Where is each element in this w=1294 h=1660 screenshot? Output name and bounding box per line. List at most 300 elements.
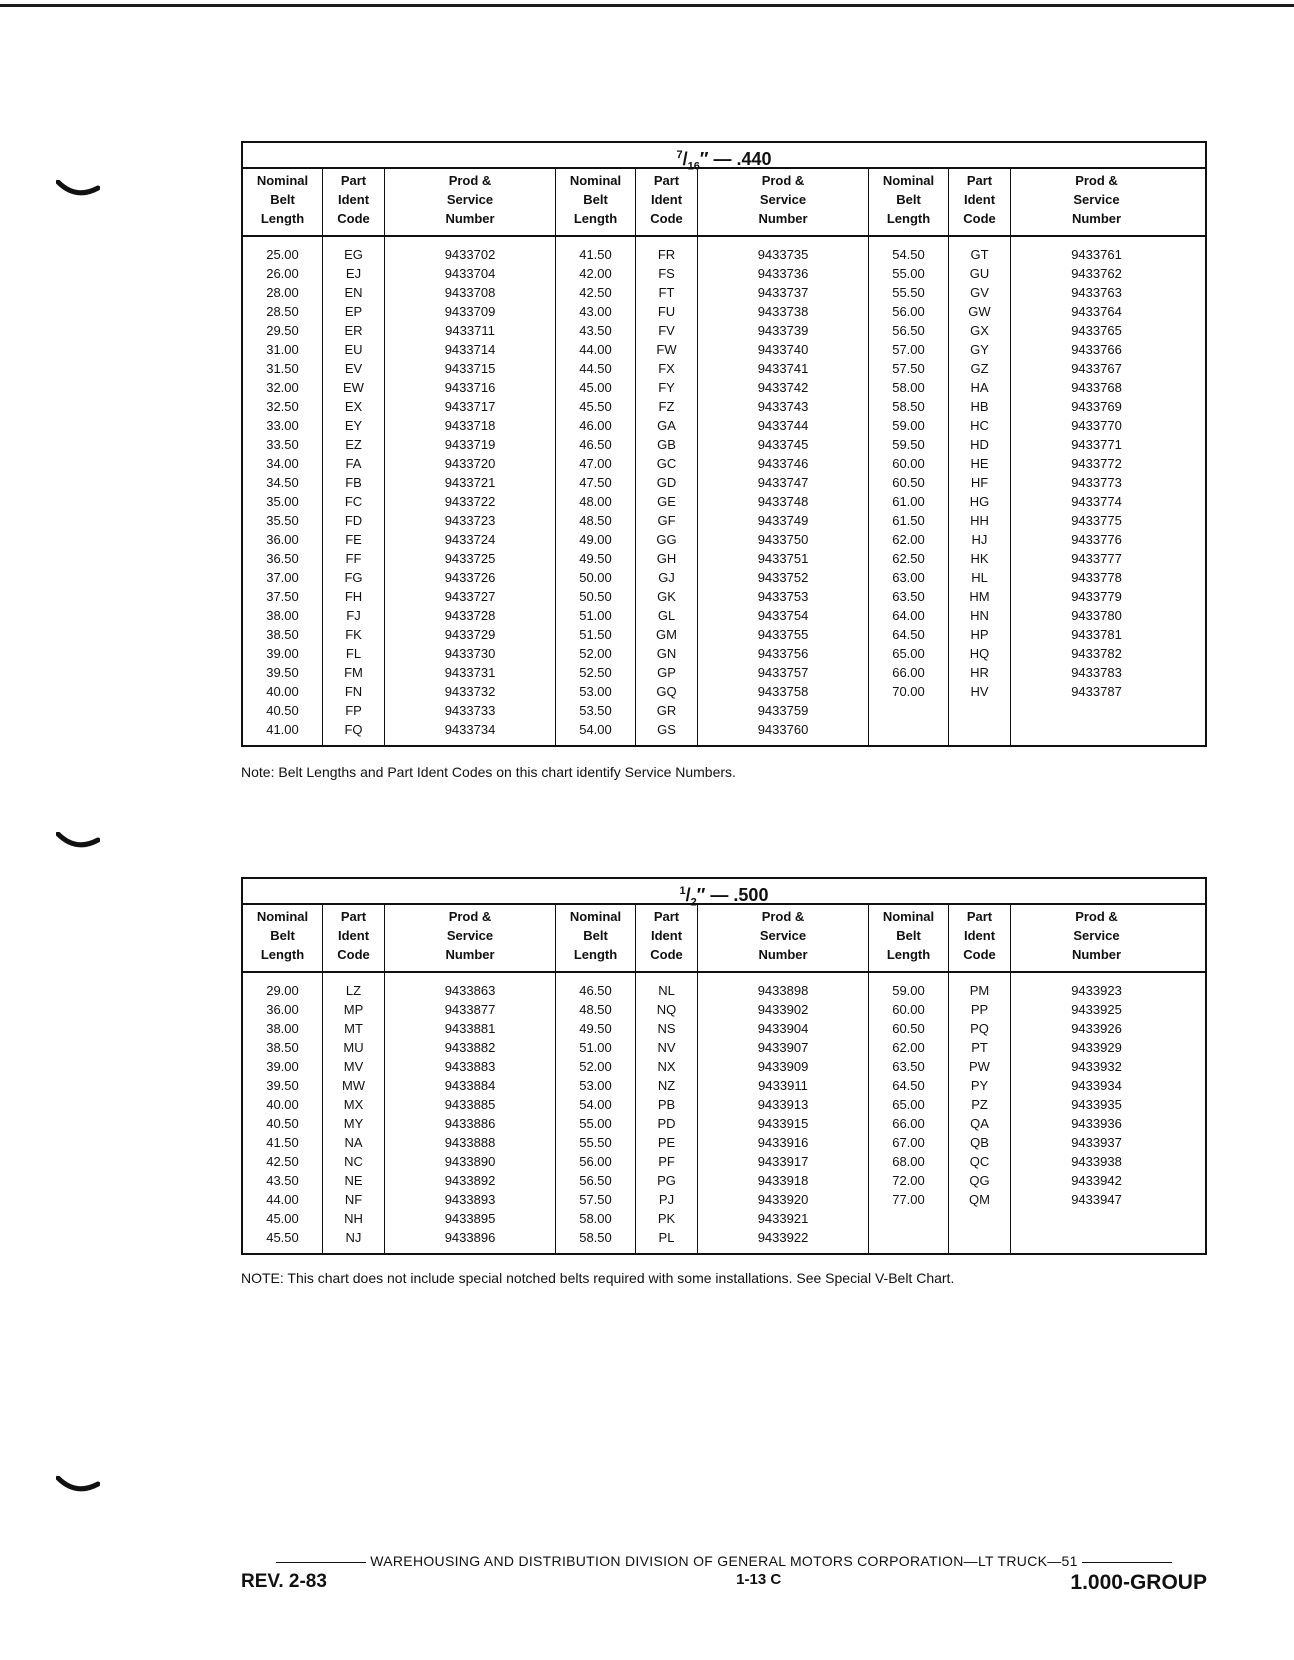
prod-service-number-cell: 9433737: [757, 285, 809, 300]
nominal-belt-length-cell: 41.50: [579, 247, 612, 262]
part-ident-code-cell: FZ: [658, 399, 675, 414]
nominal-belt-length-cell: 63.00: [892, 570, 925, 585]
revision-label: REV. 2-83: [241, 1571, 327, 1592]
header-label: Code: [337, 211, 370, 226]
header-label: Ident: [337, 192, 370, 207]
header-label: Code: [650, 211, 683, 226]
part-ident-code-cell: PP: [970, 1002, 989, 1017]
nominal-belt-length-cell: 54.50: [892, 247, 925, 262]
part-ident-code-cell: FH: [344, 589, 363, 604]
prod-service-number-cell: [1011, 701, 1182, 720]
header-label: Belt: [896, 928, 921, 943]
header-label: Prod &: [448, 173, 492, 188]
part-ident-code-cell: MX: [343, 1097, 364, 1112]
nominal-belt-length-cell: 50.50: [579, 589, 612, 604]
nominal-belt-length-cell: 53.00: [579, 1078, 612, 1093]
prod-service-number-cell: 9433740: [757, 342, 809, 357]
prod-service-number-cell: 9433770: [1071, 418, 1122, 433]
part-ident-code-cell: GN: [656, 646, 677, 661]
nominal-belt-length-cell: 38.50: [266, 627, 299, 642]
nominal-belt-length-column: [556, 237, 636, 745]
part-ident-code-cell: [949, 701, 1010, 720]
nominal-belt-length-cell: 57.50: [579, 1192, 612, 1207]
header-label: Ident: [963, 192, 996, 207]
nominal-belt-length-cell: 51.00: [579, 1040, 612, 1055]
nominal-belt-length-cell: 43.50: [266, 1173, 299, 1188]
part-ident-code-cell: NX: [657, 1059, 676, 1074]
prod-service-number-cell: 9433732: [444, 684, 496, 699]
chart-title: $^1/_2''$ — .500: [243, 879, 1205, 905]
nominal-belt-length-cell: 55.00: [579, 1116, 612, 1131]
prod-service-number-cell: 9433863: [444, 983, 496, 998]
nominal-belt-length-cell: 42.00: [579, 266, 612, 281]
nominal-belt-length-cell: 43.50: [579, 323, 612, 338]
part-ident-code-cell: GG: [656, 532, 677, 547]
header-label: Belt: [583, 192, 608, 207]
nominal-belt-length-cell: 64.50: [892, 1078, 925, 1093]
nominal-belt-length-cell: 39.00: [266, 1059, 299, 1074]
chart-grid: [243, 905, 1205, 1253]
prod-service-number-cell: 9433717: [444, 399, 496, 414]
part-ident-code-cell: [949, 1209, 1010, 1228]
header-label: Service: [1073, 192, 1120, 207]
prod-service-number-cell: 9433888: [444, 1135, 496, 1150]
prod-service-number-cell: 9433881: [444, 1021, 496, 1036]
nominal-belt-length-cell: 34.50: [266, 475, 299, 490]
part-ident-code-cell: NH: [344, 1211, 363, 1226]
prod-service-number-cell: [1011, 1209, 1182, 1228]
header-label: Prod &: [1075, 909, 1118, 924]
part-ident-code-cell: FX: [658, 361, 675, 376]
nominal-belt-length-cell: 39.50: [266, 665, 299, 680]
header-label: Code: [337, 947, 370, 962]
header-label: Part: [966, 173, 993, 188]
header-label: Prod &: [448, 909, 492, 924]
part-ident-code-cell: FJ: [346, 608, 361, 623]
prod-service-number-cell: 9433936: [1071, 1116, 1122, 1131]
header-label: Part: [653, 173, 680, 188]
prod-service-number-cell: 9433726: [444, 570, 496, 585]
nominal-belt-length-header: [243, 905, 323, 971]
nominal-belt-length-cell: 48.50: [579, 513, 612, 528]
prod-service-number-cell: 9433725: [444, 551, 496, 566]
nominal-belt-length-header: [243, 169, 323, 235]
nominal-belt-length-cell: 44.00: [266, 1192, 299, 1207]
part-ident-code-cell: MY: [343, 1116, 364, 1131]
binder-punch-mark-icon: [56, 1476, 100, 1496]
nominal-belt-length-cell: 61.00: [892, 494, 925, 509]
part-ident-code-header: [323, 169, 385, 235]
part-ident-code-cell: NV: [657, 1040, 676, 1055]
prod-service-number-cell: 9433752: [757, 570, 809, 585]
nominal-belt-length-cell: 62.00: [892, 1040, 925, 1055]
nominal-belt-length-cell: 63.50: [892, 1059, 925, 1074]
prod-service-number-cell: 9433746: [757, 456, 809, 471]
part-ident-code-cell: GE: [657, 494, 676, 509]
prod-service-number-cell: 9433937: [1071, 1135, 1122, 1150]
header-label: Nominal: [569, 909, 622, 924]
nominal-belt-length-cell: 51.50: [579, 627, 612, 642]
part-ident-code-cell: HH: [970, 513, 989, 528]
prod-service-number-cell: 9433769: [1071, 399, 1122, 414]
prod-service-number-cell: 9433921: [757, 1211, 809, 1226]
prod-service-number-cell: 9433913: [757, 1097, 809, 1112]
part-ident-code-cell: HP: [970, 627, 989, 642]
prod-service-number-cell: 9433733: [444, 703, 496, 718]
prod-service-number-cell: 9433745: [757, 437, 809, 452]
nominal-belt-length-column: [556, 973, 636, 1253]
nominal-belt-length-cell: 77.00: [892, 1192, 925, 1207]
prod-service-number-cell: 9433741: [757, 361, 809, 376]
nominal-belt-length-cell: 70.00: [892, 684, 925, 699]
prod-service-number-cell: 9433719: [444, 437, 496, 452]
header-label: Ident: [650, 928, 683, 943]
nominal-belt-length-cell: 59.50: [892, 437, 925, 452]
prod-service-number-cell: 9433778: [1071, 570, 1122, 585]
part-ident-code-cell: PZ: [971, 1097, 988, 1112]
nominal-belt-length-cell: 53.50: [579, 703, 612, 718]
prod-service-number-cell: 9433916: [757, 1135, 809, 1150]
prod-service-number-cell: 9433922: [757, 1230, 809, 1245]
header-label: Nominal: [569, 173, 622, 188]
part-ident-code-column: [949, 973, 1011, 1253]
part-ident-code-cell: MV: [343, 1059, 364, 1074]
part-ident-code-cell: EX: [344, 399, 363, 414]
nominal-belt-length-cell: 43.00: [579, 304, 612, 319]
part-ident-code-cell: MU: [343, 1040, 364, 1055]
part-ident-code-cell: GH: [656, 551, 677, 566]
part-ident-code-cell: GX: [970, 323, 989, 338]
part-ident-code-cell: FY: [658, 380, 675, 395]
title-numerator: 7: [676, 149, 683, 161]
nominal-belt-length-cell: 54.00: [579, 722, 612, 737]
prod-service-number-header: [385, 905, 556, 971]
part-ident-code-cell: HF: [970, 475, 989, 490]
prod-service-number-cell: 9433704: [444, 266, 496, 281]
part-ident-code-cell: PL: [658, 1230, 675, 1245]
nominal-belt-length-cell: 32.00: [266, 380, 299, 395]
top-edge-rule: [0, 4, 1294, 7]
group-label: 1.000-GROUP: [1070, 1571, 1207, 1594]
prod-service-number-cell: 9433909: [757, 1059, 809, 1074]
part-ident-code-cell: GU: [969, 266, 990, 281]
prod-service-number-cell: 9433763: [1071, 285, 1122, 300]
part-ident-code-cell: FS: [658, 266, 675, 281]
nominal-belt-length-cell: 52.00: [579, 1059, 612, 1074]
header-label: Service: [1073, 928, 1120, 943]
header-label: Nominal: [882, 909, 935, 924]
part-ident-code-cell: FC: [344, 494, 363, 509]
nominal-belt-length-cell: 44.00: [579, 342, 612, 357]
part-ident-code-column: [949, 237, 1011, 745]
prod-service-number-cell: 9433714: [444, 342, 496, 357]
header-label: Code: [963, 947, 996, 962]
nominal-belt-length-column: [869, 973, 949, 1253]
nominal-belt-length-cell: 52.00: [579, 646, 612, 661]
footer-division-line: [241, 1553, 1207, 1569]
part-ident-code-cell: PK: [657, 1211, 676, 1226]
binder-punch-mark-icon: [56, 832, 100, 852]
part-ident-code-header: [636, 169, 698, 235]
nominal-belt-length-cell: 60.00: [892, 1002, 925, 1017]
prod-service-number-cell: 9433738: [757, 304, 809, 319]
header-label: Length: [573, 211, 618, 226]
chart-title: $^7/_{16}''$ — .440: [243, 143, 1205, 169]
part-ident-code-cell: FA: [345, 456, 362, 471]
nominal-belt-length-cell: 57.00: [892, 342, 925, 357]
prod-service-number-cell: 9433766: [1071, 342, 1122, 357]
nominal-belt-length-cell: 72.00: [892, 1173, 925, 1188]
part-ident-code-cell: GK: [657, 589, 676, 604]
page-number: 1-13 C: [736, 1571, 782, 1588]
part-ident-code-cell: GF: [657, 513, 676, 528]
part-ident-code-column: [636, 237, 698, 745]
prod-service-number-cell: 9433938: [1071, 1154, 1122, 1169]
part-ident-code-cell: FQ: [344, 722, 363, 737]
prod-service-number-cell: 9433775: [1071, 513, 1122, 528]
nominal-belt-length-cell: 49.00: [579, 532, 612, 547]
prod-service-number-cell: 9433709: [444, 304, 496, 319]
header-label: Ident: [650, 192, 683, 207]
header-label: Number: [1071, 947, 1122, 962]
prod-service-number-cell: 9433935: [1071, 1097, 1122, 1112]
nominal-belt-length-cell: [869, 701, 948, 720]
nominal-belt-length-cell: 42.50: [266, 1154, 299, 1169]
part-ident-code-cell: EZ: [345, 437, 362, 452]
nominal-belt-length-cell: 49.50: [579, 1021, 612, 1036]
part-ident-code-cell: HG: [969, 494, 990, 509]
prod-service-number-column: [385, 237, 556, 745]
prod-service-number-cell: 9433893: [444, 1192, 496, 1207]
prod-service-number-cell: 9433747: [757, 475, 809, 490]
prod-service-number-cell: 9433758: [757, 684, 809, 699]
nominal-belt-length-cell: 31.00: [266, 342, 299, 357]
prod-service-number-cell: 9433755: [757, 627, 809, 642]
part-ident-code-cell: NE: [344, 1173, 363, 1188]
title-denominator: 16: [687, 160, 700, 173]
nominal-belt-length-cell: 64.00: [892, 608, 925, 623]
part-ident-code-cell: ER: [344, 323, 363, 338]
prod-service-number-cell: 9433882: [444, 1040, 496, 1055]
nominal-belt-length-cell: 33.00: [266, 418, 299, 433]
header-label: Number: [758, 947, 808, 962]
prod-service-number-cell: 9433754: [757, 608, 809, 623]
part-ident-code-cell: EP: [344, 304, 363, 319]
part-ident-code-cell: QM: [969, 1192, 990, 1207]
header-label: Belt: [583, 928, 608, 943]
nominal-belt-length-cell: 49.50: [579, 551, 612, 566]
nominal-belt-length-cell: 36.50: [266, 551, 299, 566]
header-label: Service: [759, 192, 807, 207]
nominal-belt-length-cell: 36.00: [266, 532, 299, 547]
part-ident-code-cell: PM: [969, 983, 990, 998]
part-ident-code-cell: HQ: [969, 646, 990, 661]
part-ident-code-cell: FB: [345, 475, 362, 490]
part-ident-code-cell: EW: [343, 380, 364, 395]
part-ident-code-cell: MW: [341, 1078, 366, 1093]
nominal-belt-length-cell: 57.50: [892, 361, 925, 376]
part-ident-code-cell: PD: [657, 1116, 676, 1131]
header-label: Number: [1071, 211, 1122, 226]
prod-service-number-column: [385, 973, 556, 1253]
part-ident-code-column: [323, 973, 385, 1253]
prod-service-number-cell: 9433734: [444, 722, 496, 737]
prod-service-number-cell: 9433735: [757, 247, 809, 262]
nominal-belt-length-cell: 62.50: [892, 551, 925, 566]
part-ident-code-cell: HR: [970, 665, 989, 680]
part-ident-code-cell: [949, 720, 1010, 739]
part-ident-code-column: [323, 237, 385, 745]
header-label: Nominal: [256, 173, 309, 188]
prod-service-number-cell: 9433777: [1071, 551, 1122, 566]
prod-service-number-cell: 9433762: [1071, 266, 1122, 281]
prod-service-number-cell: 9433898: [757, 983, 809, 998]
nominal-belt-length-cell: 66.00: [892, 1116, 925, 1131]
prod-service-number-cell: 9433764: [1071, 304, 1122, 319]
part-ident-code-cell: NC: [344, 1154, 363, 1169]
nominal-belt-length-cell: 46.00: [579, 418, 612, 433]
part-ident-code-cell: NA: [344, 1135, 363, 1150]
prod-service-number-cell: 9433724: [444, 532, 496, 547]
nominal-belt-length-cell: 52.50: [579, 665, 612, 680]
part-ident-code-cell: EY: [344, 418, 363, 433]
header-label: Nominal: [882, 173, 935, 188]
part-ident-code-header: [636, 905, 698, 971]
header-row: [243, 169, 1205, 237]
chart-note: Note: Belt Lengths and Part Ident Codes on this chart identify Service Numbers.: [241, 764, 736, 780]
part-ident-code-cell: NZ: [657, 1078, 676, 1093]
part-ident-code-cell: GP: [657, 665, 676, 680]
nominal-belt-length-cell: 40.00: [266, 684, 299, 699]
part-ident-code-cell: GR: [656, 703, 677, 718]
data-body: [243, 237, 1205, 745]
nominal-belt-length-column: [243, 973, 323, 1253]
nominal-belt-length-cell: 44.50: [579, 361, 612, 376]
prod-service-number-cell: 9433750: [757, 532, 809, 547]
part-ident-code-cell: GS: [657, 722, 676, 737]
nominal-belt-length-cell: 42.50: [579, 285, 612, 300]
part-ident-code-cell: MT: [344, 1021, 363, 1036]
part-ident-code-header: [323, 905, 385, 971]
nominal-belt-length-cell: 56.00: [579, 1154, 612, 1169]
prod-service-number-cell: 9433722: [444, 494, 496, 509]
nominal-belt-length-cell: 39.50: [266, 1078, 299, 1093]
nominal-belt-length-cell: 45.50: [266, 1230, 299, 1245]
header-label: Nominal: [256, 909, 309, 924]
prod-service-number-cell: 9433772: [1071, 456, 1122, 471]
nominal-belt-length-cell: 60.50: [892, 475, 925, 490]
prod-service-number-column: [698, 237, 869, 745]
nominal-belt-length-cell: 45.00: [266, 1211, 299, 1226]
part-ident-code-cell: GZ: [970, 361, 989, 376]
nominal-belt-length-cell: 41.50: [266, 1135, 299, 1150]
prod-service-number-cell: 9433877: [444, 1002, 496, 1017]
header-label: Part: [653, 909, 680, 924]
nominal-belt-length-cell: 47.00: [579, 456, 612, 471]
prod-service-number-cell: 9433761: [1071, 247, 1122, 262]
part-ident-code-cell: PJ: [658, 1192, 675, 1207]
prod-service-number-cell: 9433757: [757, 665, 809, 680]
nominal-belt-length-cell: 59.00: [892, 418, 925, 433]
nominal-belt-length-cell: 59.00: [892, 983, 925, 998]
nominal-belt-length-cell: 51.00: [579, 608, 612, 623]
nominal-belt-length-cell: 41.00: [266, 722, 299, 737]
header-label: Length: [886, 947, 931, 962]
nominal-belt-length-cell: 56.50: [579, 1173, 612, 1188]
prod-service-number-cell: 9433742: [757, 380, 809, 395]
prod-service-number-cell: 9433885: [444, 1097, 496, 1112]
header-label: Service: [759, 928, 807, 943]
part-ident-code-cell: FV: [658, 323, 675, 338]
header-row: [243, 905, 1205, 973]
part-ident-code-cell: GB: [657, 437, 676, 452]
part-ident-code-cell: PE: [657, 1135, 676, 1150]
nominal-belt-length-header: [556, 169, 636, 235]
nominal-belt-length-cell: 56.50: [892, 323, 925, 338]
prod-service-number-cell: 9433753: [757, 589, 809, 604]
part-ident-code-cell: GM: [656, 627, 677, 642]
nominal-belt-length-cell: 40.50: [266, 703, 299, 718]
nominal-belt-length-cell: 50.00: [579, 570, 612, 585]
prod-service-number-cell: 9433776: [1071, 532, 1122, 547]
nominal-belt-length-cell: 58.00: [579, 1211, 612, 1226]
nominal-belt-length-cell: 45.00: [579, 380, 612, 395]
prod-service-number-cell: 9433736: [757, 266, 809, 281]
header-label: Part: [340, 909, 367, 924]
prod-service-number-cell: 9433883: [444, 1059, 496, 1074]
footer-rule: [1082, 1562, 1172, 1563]
part-ident-code-cell: FM: [344, 665, 363, 680]
part-ident-code-cell: GL: [657, 608, 676, 623]
nominal-belt-length-cell: 47.50: [579, 475, 612, 490]
part-ident-code-cell: PB: [657, 1097, 676, 1112]
part-ident-code-cell: NJ: [345, 1230, 362, 1245]
part-ident-code-cell: FU: [657, 304, 676, 319]
prod-service-number-cell: 9433896: [444, 1230, 496, 1245]
prod-service-number-column: [1011, 237, 1182, 745]
part-ident-code-cell: FT: [658, 285, 675, 300]
nominal-belt-length-cell: 46.50: [579, 437, 612, 452]
prod-service-number-cell: 9433729: [444, 627, 496, 642]
part-ident-code-cell: NF: [344, 1192, 363, 1207]
prod-service-number-cell: 9433756: [757, 646, 809, 661]
prod-service-number-column: [1011, 973, 1182, 1253]
prod-service-number-cell: 9433716: [444, 380, 496, 395]
belt-chart-1-2: [241, 877, 1207, 1255]
nominal-belt-length-cell: 45.50: [579, 399, 612, 414]
nominal-belt-length-cell: 29.50: [266, 323, 299, 338]
part-ident-code-cell: GA: [657, 418, 676, 433]
part-ident-code-cell: FR: [657, 247, 676, 262]
part-ident-code-cell: PQ: [970, 1021, 989, 1036]
nominal-belt-length-cell: 60.00: [892, 456, 925, 471]
nominal-belt-length-cell: 48.50: [579, 1002, 612, 1017]
nominal-belt-length-cell: 55.00: [892, 266, 925, 281]
part-ident-code-cell: GD: [656, 475, 677, 490]
prod-service-number-cell: 9433907: [757, 1040, 809, 1055]
prod-service-number-cell: 9433720: [444, 456, 496, 471]
part-ident-code-cell: HM: [969, 589, 990, 604]
part-ident-code-cell: PT: [971, 1040, 988, 1055]
prod-service-number-cell: 9433911: [758, 1078, 808, 1093]
prod-service-number-cell: 9433759: [757, 703, 809, 718]
prod-service-number-cell: 9433768: [1071, 380, 1122, 395]
nominal-belt-length-cell: 48.00: [579, 494, 612, 509]
prod-service-number-header: [1011, 905, 1182, 971]
header-label: Ident: [337, 928, 370, 943]
prod-service-number-cell: 9433787: [1071, 684, 1122, 699]
nominal-belt-length-cell: 55.50: [579, 1135, 612, 1150]
